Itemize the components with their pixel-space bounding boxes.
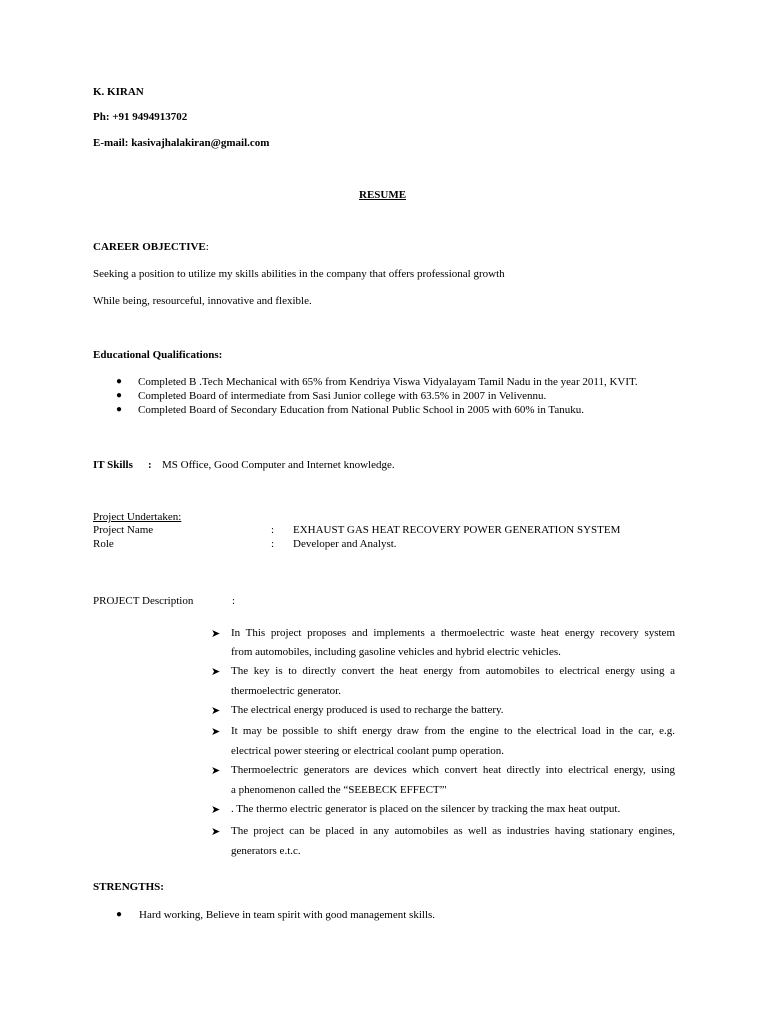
career-objective-line-1: Seeking a position to utilize my skills abilities in the company that offers professional growth	[93, 268, 505, 280]
project-description-label: PROJECT Description	[93, 595, 194, 607]
email-address: E-mail: kasivajhalakiran@gmail.com	[93, 137, 270, 149]
project-name-label: Project Name	[93, 524, 154, 536]
bullet-icon: ●	[116, 909, 123, 920]
description-line: Thermoelectric generators are devices which convert heat directly into electrical energy, using	[231, 764, 675, 776]
project-name-colon: :	[271, 524, 275, 536]
career-objective-colon: :	[205, 241, 209, 253]
description-line: a phenomenon called the “SEEBECK EFFECT”'	[231, 784, 447, 796]
strength-item: Hard working, Believe in team spirit with good management skills.	[139, 909, 436, 921]
description-line: The project can be placed in any automobiles as well as industries having stationary engines,	[231, 825, 675, 837]
it-skills-value: MS Office, Good Computer and Internet knowledge.	[162, 459, 395, 471]
arrow-bullet-icon: ➤	[211, 726, 221, 738]
description-line: electrical power steering or electrical coolant pump operation.	[231, 745, 505, 757]
description-line: The key is to directly convert the heat energy from automobiles to electrical energy using a	[231, 665, 675, 677]
it-skills-colon: :	[148, 459, 152, 471]
career-objective-label: CAREER OBJECTIVE	[93, 241, 206, 253]
arrow-bullet-icon: ➤	[211, 628, 221, 640]
project-description-colon: :	[232, 595, 236, 607]
role-value: Developer and Analyst.	[293, 538, 397, 550]
role-colon: :	[271, 538, 275, 550]
bullet-icon: ●	[116, 390, 123, 401]
description-line: thermoelectric generator.	[231, 685, 341, 697]
description-line: The electrical energy produced is used to recharge the battery.	[231, 704, 504, 716]
it-skills-label: IT Skills	[93, 459, 133, 471]
arrow-bullet-icon: ➤	[211, 765, 221, 777]
role-label: Role	[93, 538, 114, 550]
description-line: It may be possible to shift energy draw from the engine to the electrical load in the car, e.g.	[231, 725, 675, 737]
phone-number: Ph: +91 9494913702	[93, 111, 188, 123]
arrow-bullet-icon: ➤	[211, 804, 221, 816]
education-item: Completed Board of intermediate from Sasi Junior college with 63.5% in 2007 in Velivennu.	[138, 390, 547, 402]
arrow-bullet-icon: ➤	[211, 666, 221, 678]
candidate-name: K. KIRAN	[93, 86, 144, 98]
arrow-bullet-icon: ➤	[211, 705, 221, 717]
project-heading: Project Undertaken:	[93, 511, 182, 523]
description-line: . The thermo electric generator is placed on the silencer by tracking the max heat output.	[231, 803, 621, 815]
bullet-icon: ●	[116, 376, 123, 387]
arrow-bullet-icon: ➤	[211, 826, 221, 838]
career-objective-line-2: While being, resourceful, innovative and flexible.	[93, 295, 312, 307]
description-line: from automobiles, including gasoline vehicles and hybrid electric vehicles.	[231, 646, 561, 658]
bullet-icon: ●	[116, 404, 123, 415]
career-objective-heading	[93, 241, 209, 253]
project-name-value: EXHAUST GAS HEAT RECOVERY POWER GENERATION SYSTEM	[293, 524, 621, 536]
document-title: RESUME	[359, 189, 407, 201]
education-heading: Educational Qualifications:	[93, 349, 223, 361]
strengths-heading: STRENGTHS:	[93, 881, 164, 893]
education-item: Completed B .Tech Mechanical with 65% from Kendriya Viswa Vidyalayam Tamil Nadu in the year 2011, KVIT.	[138, 376, 638, 388]
description-line: In This project proposes and implements a thermoelectric waste heat energy recovery system	[231, 627, 675, 639]
education-item: Completed Board of Secondary Education from National Public School in 2005 with 60% in Tanuku.	[138, 404, 584, 416]
description-line: generators e.t.c.	[231, 845, 301, 857]
